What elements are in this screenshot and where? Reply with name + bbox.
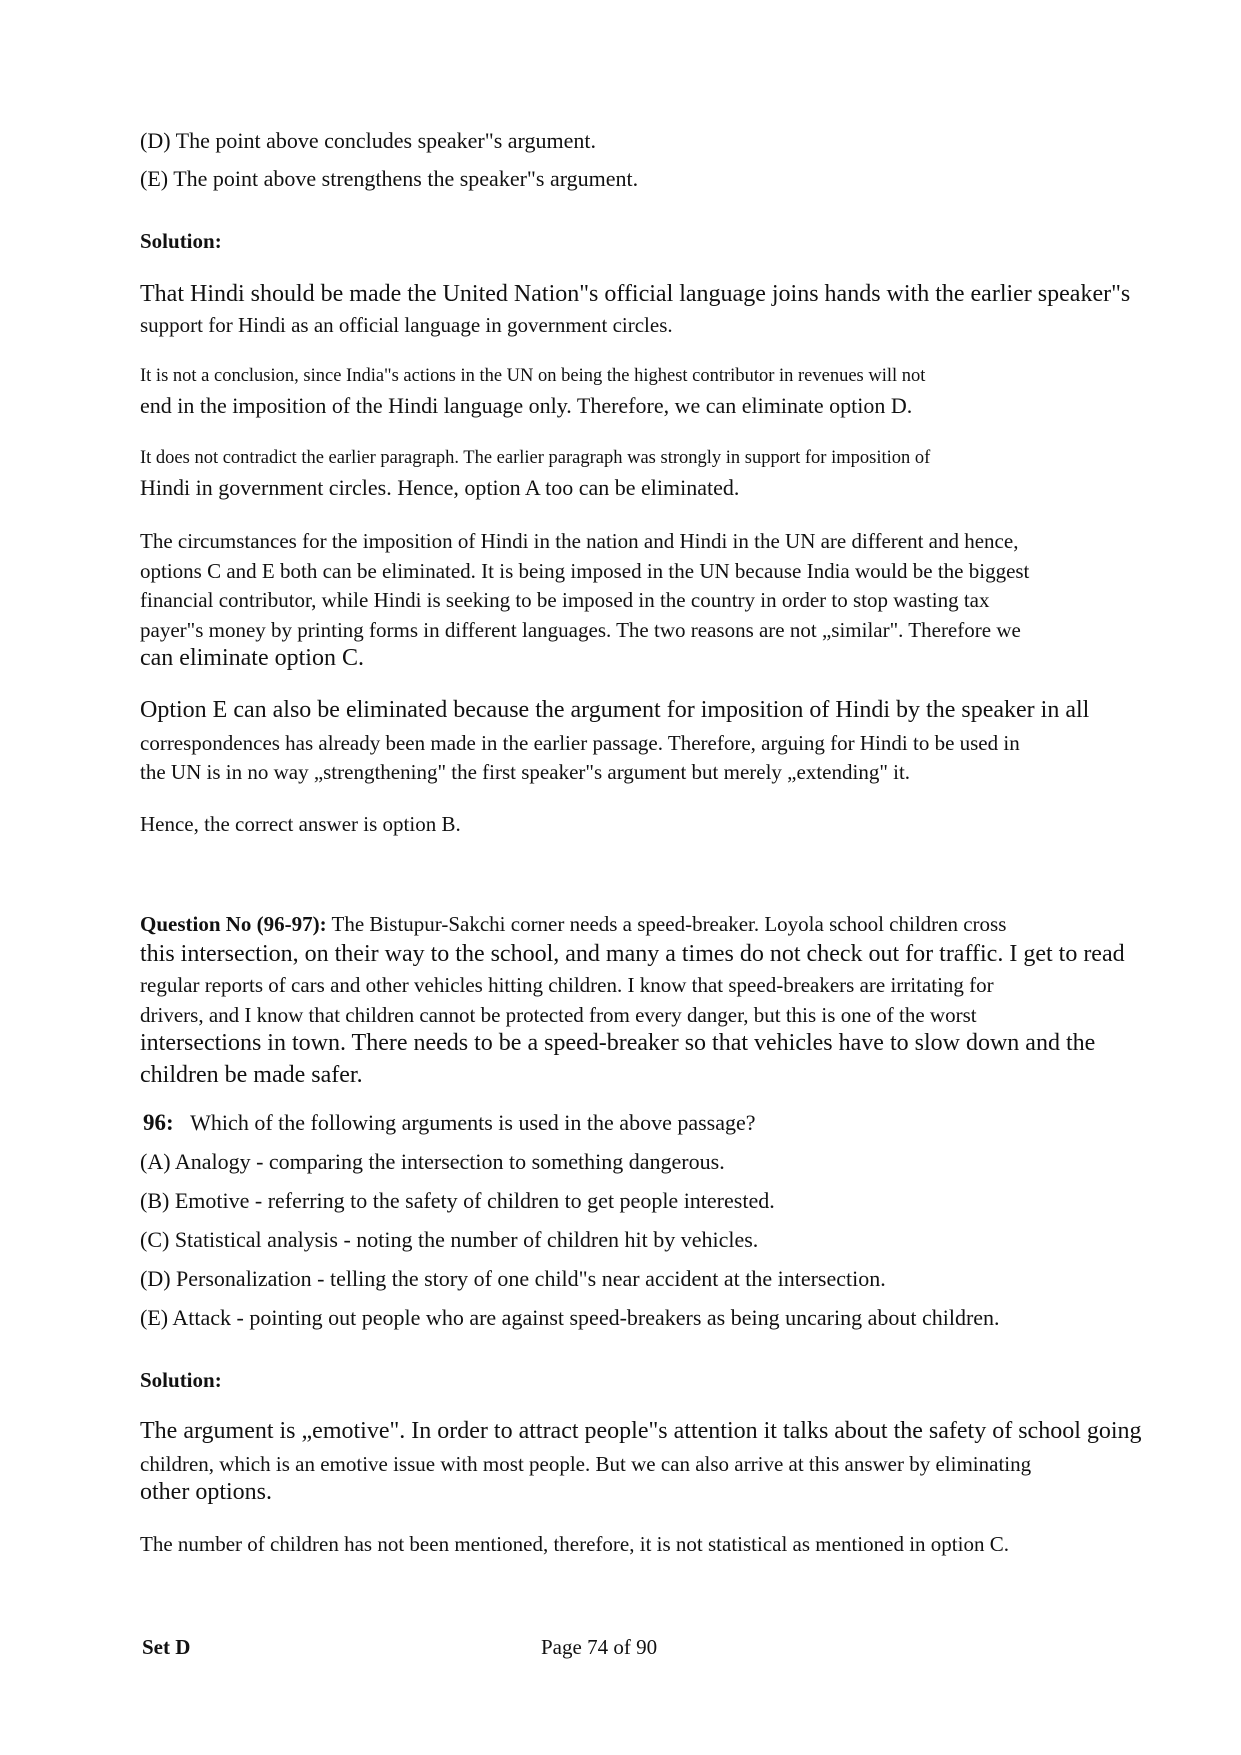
question-passage-line bbox=[140, 912, 1006, 936]
answer-option-e: (E) Attack - pointing out people who are against speed-breakers as being uncaring about children. bbox=[140, 1305, 1000, 1330]
answer-option-c: (C) Statistical analysis - noting the number of children hit by vehicles. bbox=[140, 1227, 759, 1252]
paragraph-line: correspondences has already been made in the earlier passage. Therefore, arguing for Hindi to be used in bbox=[140, 731, 1020, 755]
option-e-line: (E) The point above strengthens the speaker"s argument. bbox=[140, 166, 639, 191]
paragraph-line: It does not contradict the earlier paragraph. The earlier paragraph was strongly in support for imposition of bbox=[140, 448, 931, 468]
question-number: 96: bbox=[143, 1110, 174, 1135]
paragraph-line: support for Hindi as an official language in government circles. bbox=[140, 313, 673, 337]
paragraph-line: the UN is in no way „strengthening" the first speaker"s argument but merely „extending" it. bbox=[140, 760, 911, 784]
answer-option-a: (A) Analogy - comparing the intersection to something dangerous. bbox=[140, 1149, 725, 1174]
option-d-line: (D) The point above concludes speaker"s argument. bbox=[140, 128, 596, 153]
solution-heading: Solution: bbox=[140, 1368, 222, 1392]
paragraph-line: options C and E both can be eliminated. It is being imposed in the UN because India would be the biggest bbox=[140, 559, 1030, 583]
footer-set-label: Set D bbox=[142, 1635, 191, 1659]
answer-option-b: (B) Emotive - referring to the safety of children to get people interested. bbox=[140, 1188, 775, 1213]
footer-page-number: Page 74 of 90 bbox=[541, 1635, 658, 1659]
question-passage-line: intersections in town. There needs to be a speed-breaker so that vehicles have to slow down and the bbox=[140, 1030, 1096, 1056]
question-passage-line: regular reports of cars and other vehicles hitting children. I know that speed-breakers are irritating for bbox=[140, 973, 994, 997]
paragraph-line: children, which is an emotive issue with most people. But we can also arrive at this answer by eliminating bbox=[140, 1452, 1032, 1476]
paragraph-line: The circumstances for the imposition of Hindi in the nation and Hindi in the UN are different and hence, bbox=[140, 529, 1019, 553]
paragraph-line: financial contributor, while Hindi is seeking to be imposed in the country in order to stop wasting tax bbox=[140, 588, 990, 612]
paragraph-line: can eliminate option C. bbox=[140, 645, 364, 671]
question-passage-line: drivers, and I know that children cannot be protected from every danger, but this is one of the worst bbox=[140, 1003, 977, 1027]
paragraph-line: The number of children has not been mentioned, therefore, it is not statistical as mentioned in option C. bbox=[140, 1532, 1009, 1556]
paragraph-line: Hindi in government circles. Hence, option A too can be eliminated. bbox=[140, 475, 740, 500]
paragraph-line: That Hindi should be made the United Nation"s official language joins hands with the earlier speaker"s bbox=[140, 281, 1131, 307]
paragraph-line: end in the imposition of the Hindi language only. Therefore, we can eliminate option D. bbox=[140, 393, 913, 418]
question-label: Question No (96-97): bbox=[140, 912, 327, 936]
answer-line: Hence, the correct answer is option B. bbox=[140, 812, 461, 836]
paragraph-line: It is not a conclusion, since India"s actions in the UN on being the highest contributor in revenues will not bbox=[140, 366, 926, 386]
paragraph-line: payer"s money by printing forms in different languages. The two reasons are not „similar". Therefore we bbox=[140, 618, 1021, 642]
question-passage-line: this intersection, on their way to the school, and many a times do not check out for traffic. I get to read bbox=[140, 941, 1125, 967]
answer-option-d: (D) Personalization - telling the story of one child"s near accident at the intersection. bbox=[140, 1266, 886, 1291]
paragraph-line: Option E can also be eliminated because the argument for imposition of Hindi by the speaker in all bbox=[140, 697, 1090, 723]
question-passage-line: children be made safer. bbox=[140, 1062, 363, 1088]
solution-heading: Solution: bbox=[140, 229, 222, 253]
question-text: The Bistupur-Sakchi corner needs a speed-breaker. Loyola school children cross bbox=[326, 912, 1007, 936]
question-96 bbox=[143, 1110, 756, 1136]
question-prompt: Which of the following arguments is used in the above passage? bbox=[190, 1110, 756, 1135]
paragraph-line: The argument is „emotive". In order to attract people"s attention it talks about the safety of school going bbox=[140, 1418, 1142, 1444]
paragraph-line: other options. bbox=[140, 1479, 272, 1505]
